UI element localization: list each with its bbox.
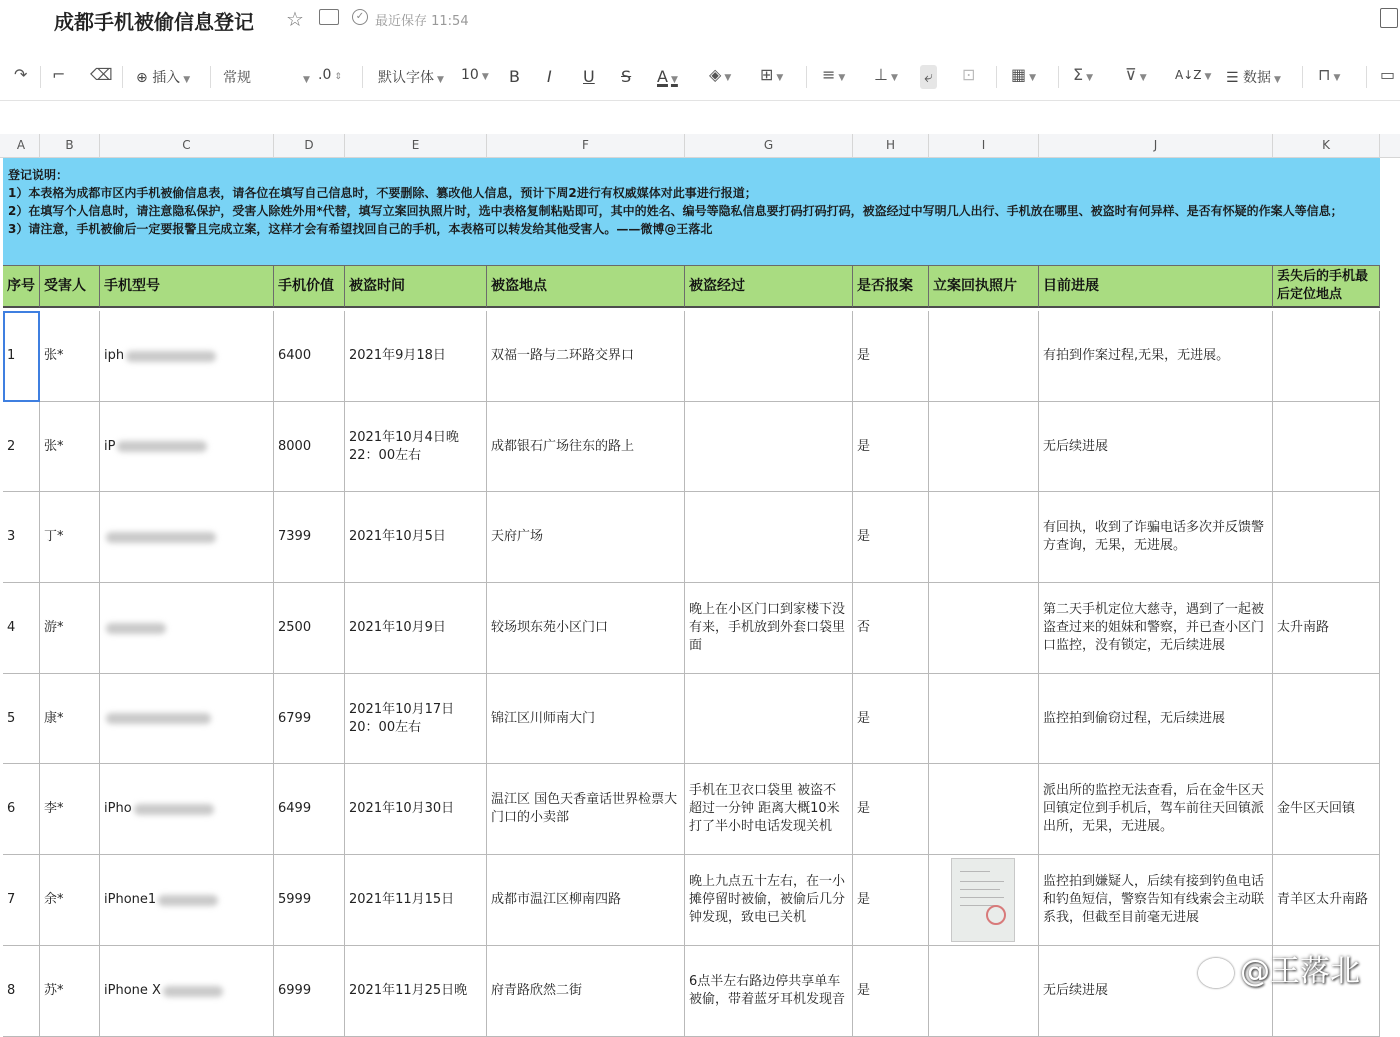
chevron-down-icon: ▼ bbox=[1274, 75, 1281, 85]
cell-progress[interactable]: 有拍到作案过程,无果，无进展。 bbox=[1039, 311, 1273, 402]
notes-line-2: 2）在填写个人信息时，请注意隐私保护，受害人除姓外用*代替，填写立案回执照片时，选中表格复制粘贴即可，其中的姓名、编号等隐私信息要打码打码打码，被盗经过中写明几人出行、手机放在哪里、被盗时有何异样、是否有怀疑的作案人等信息； bbox=[8, 204, 1343, 218]
table-row bbox=[3, 402, 1380, 492]
chevron-down-icon: ▼ bbox=[670, 75, 678, 85]
vertical-align-icon[interactable]: ⊥ ▼ bbox=[874, 65, 898, 84]
redacted-text bbox=[106, 623, 166, 634]
cell-progress[interactable]: 第二天手机定位大慈寺，遇到了一起被盗查过来的姐妹和警察，并已查小区门口监控，没有锁定，无后续进展 bbox=[1039, 583, 1273, 674]
move-to-folder-icon[interactable] bbox=[319, 9, 339, 25]
lock-icon[interactable]: ⊓ ▼ bbox=[1318, 65, 1341, 84]
redacted-text bbox=[134, 804, 214, 815]
cell-no[interactable]: 3 bbox=[3, 492, 40, 583]
cell-name[interactable]: 丁* bbox=[40, 492, 100, 583]
toolbar-divider bbox=[40, 66, 41, 88]
header-cell[interactable]: 被盗地点 bbox=[487, 266, 685, 308]
cell-receipt[interactable] bbox=[929, 946, 1039, 1037]
cell-receipt[interactable] bbox=[929, 674, 1039, 764]
cell-location[interactable]: 金牛区天回镇 bbox=[1273, 764, 1380, 855]
decimal-stepper[interactable]: .0 ⇕ bbox=[318, 67, 342, 83]
cell-name[interactable]: 余* bbox=[40, 855, 100, 946]
chevron-down-icon: ▼ bbox=[437, 75, 444, 85]
redo-icon[interactable]: ↷ bbox=[14, 65, 28, 84]
column-header-a[interactable]: A bbox=[3, 134, 40, 157]
save-status: 最近保存 11:54 bbox=[375, 14, 469, 29]
column-header-e[interactable]: E bbox=[345, 134, 487, 157]
column-header-bar bbox=[0, 134, 1400, 158]
table-row bbox=[3, 946, 1380, 1037]
font-size-select[interactable]: 10 ▼ bbox=[461, 67, 489, 83]
notes-line-1: 1）本表格为成都市区内手机被偷信息表，请各位在填写自己信息时，不要删除、篡改他人信息，预计下周2进行有权威媒体对此事进行报道； bbox=[8, 186, 757, 200]
chevron-down-icon: ▼ bbox=[1086, 73, 1094, 83]
column-header-b[interactable]: B bbox=[40, 134, 100, 157]
chevron-down-icon: ▼ bbox=[1029, 73, 1037, 83]
chevron-down-icon: ▼ bbox=[481, 72, 489, 82]
cell-name[interactable]: 张* bbox=[40, 402, 100, 492]
cell-name[interactable]: 游* bbox=[40, 583, 100, 674]
cell-detail[interactable]: 手机在卫衣口袋里 被盗不超过一分钟 距离大概10米 打了半小时电话发现关机 bbox=[685, 764, 853, 855]
star-icon[interactable]: ☆ bbox=[286, 7, 304, 31]
bold-button[interactable]: B bbox=[509, 67, 520, 86]
formula-bar[interactable] bbox=[0, 101, 1400, 135]
cell-detail[interactable] bbox=[685, 492, 853, 583]
cell-location[interactable] bbox=[1273, 674, 1380, 764]
table-row bbox=[3, 674, 1380, 764]
horizontal-align-icon[interactable]: ≡ ▼ bbox=[822, 65, 846, 84]
table-row bbox=[3, 855, 1380, 946]
cell-no[interactable]: 8 bbox=[3, 946, 40, 1037]
cell-report[interactable]: 是 bbox=[853, 674, 929, 764]
cell-receipt[interactable] bbox=[929, 764, 1039, 855]
chevron-down-icon: ▼ bbox=[890, 73, 898, 83]
cell-receipt[interactable] bbox=[929, 402, 1039, 492]
cell-place[interactable]: 温江区 国色天香童话世界检票大门口的小卖部 bbox=[487, 764, 685, 855]
cell-receipt[interactable] bbox=[929, 855, 1039, 946]
cell-name[interactable]: 苏* bbox=[40, 946, 100, 1037]
toolbar-divider bbox=[210, 66, 211, 88]
cell-time[interactable]: 2021年10月5日 bbox=[345, 492, 487, 583]
cell-report[interactable]: 是 bbox=[853, 764, 929, 855]
header-cell[interactable]: 是否报案 bbox=[853, 266, 929, 308]
toolbar-divider bbox=[1302, 66, 1303, 88]
sidebar-toggle-icon[interactable]: ▭ bbox=[1380, 65, 1396, 84]
header-cell[interactable]: 受害人 bbox=[40, 266, 100, 308]
toolbar-divider bbox=[806, 66, 807, 88]
font-family-select[interactable]: 默认字体 ▼ bbox=[378, 70, 444, 86]
cell-name[interactable]: 康* bbox=[40, 674, 100, 764]
merge-cells-icon[interactable]: ⊡ bbox=[962, 65, 976, 84]
share-icon[interactable] bbox=[1380, 8, 1398, 28]
toolbar-divider bbox=[362, 66, 363, 88]
cell-value[interactable]: 6799 bbox=[274, 674, 345, 764]
cell-no[interactable]: 4 bbox=[3, 583, 40, 674]
cell-model[interactable] bbox=[100, 583, 274, 674]
filter-icon[interactable]: ⊽ ▼ bbox=[1125, 65, 1147, 84]
cell-receipt[interactable] bbox=[929, 492, 1039, 583]
column-header-c[interactable]: C bbox=[100, 134, 274, 157]
header-cell[interactable]: 序号 bbox=[3, 266, 40, 308]
cell-report[interactable]: 是 bbox=[853, 855, 929, 946]
cell-value[interactable]: 8000 bbox=[274, 402, 345, 492]
redacted-text bbox=[106, 532, 216, 543]
column-header-g[interactable]: G bbox=[685, 134, 853, 157]
document-title[interactable]: 成都手机被偷信息登记 bbox=[54, 10, 254, 34]
cell-detail[interactable] bbox=[685, 402, 853, 492]
table-row bbox=[3, 492, 1380, 583]
chevron-down-icon: ▼ bbox=[183, 75, 191, 85]
cell-time[interactable]: 2021年10月17日20：00左右 bbox=[345, 674, 487, 764]
header-cell[interactable]: 丢失后的手机最后定位地点 bbox=[1273, 266, 1380, 308]
cell-place[interactable]: 锦江区川师南大门 bbox=[487, 674, 685, 764]
cell-model[interactable]: iPho bbox=[100, 764, 274, 855]
chevron-down-icon: ▼ bbox=[776, 73, 784, 83]
cell-value[interactable]: 6999 bbox=[274, 946, 345, 1037]
borders-icon[interactable]: ⊞ ▼ bbox=[760, 65, 784, 84]
number-format-select[interactable]: 常规 ▼ bbox=[223, 70, 310, 86]
toolbar-divider bbox=[996, 66, 997, 88]
cell-name[interactable]: 张* bbox=[40, 311, 100, 402]
weibo-watermark: @王落北 bbox=[1198, 946, 1360, 990]
column-header-j[interactable]: J bbox=[1039, 134, 1273, 157]
redacted-text bbox=[117, 441, 207, 452]
redacted-text bbox=[158, 895, 218, 906]
cell-place[interactable]: 成都市温江区柳南四路 bbox=[487, 855, 685, 946]
sum-button[interactable]: Σ ▼ bbox=[1073, 65, 1094, 84]
cell-detail[interactable] bbox=[685, 674, 853, 764]
header-cell[interactable]: 手机价值 bbox=[274, 266, 345, 308]
cell-receipt[interactable] bbox=[929, 583, 1039, 674]
font-color-button[interactable]: A ▼ bbox=[657, 67, 678, 86]
data-icon: ☰ bbox=[1226, 70, 1239, 86]
chevron-down-icon: ▼ bbox=[1204, 72, 1212, 82]
receipt-photo[interactable] bbox=[951, 858, 1015, 942]
column-header-d[interactable]: D bbox=[274, 134, 345, 157]
cell-progress[interactable]: 无后续进展 bbox=[1039, 402, 1273, 492]
cell-model[interactable]: iPhone X bbox=[100, 946, 274, 1037]
table-row bbox=[3, 311, 1380, 402]
eraser-icon[interactable]: ⌫ bbox=[90, 65, 113, 84]
chevron-down-icon: ▼ bbox=[303, 75, 310, 85]
underline-button[interactable]: U bbox=[583, 67, 595, 86]
sort-button[interactable]: A↓Z ▼ bbox=[1175, 68, 1212, 82]
cell-location[interactable] bbox=[1273, 311, 1380, 402]
conditional-format-icon[interactable]: ▦ ▼ bbox=[1011, 65, 1037, 84]
fill-color-icon[interactable]: ◈ ▼ bbox=[709, 65, 732, 84]
column-header-i[interactable]: I bbox=[929, 134, 1039, 157]
cell-model[interactable] bbox=[100, 492, 274, 583]
header-cell[interactable]: 立案回执照片 bbox=[929, 266, 1039, 308]
cell-no[interactable]: 6 bbox=[3, 764, 40, 855]
cell-time[interactable]: 2021年10月9日 bbox=[345, 583, 487, 674]
cell-value[interactable]: 6400 bbox=[274, 311, 345, 402]
cell-progress[interactable]: 派出所的监控无法查看，后在金牛区天回镇定位到手机后，驾车前往天回镇派出所，无果，无进展。 bbox=[1039, 764, 1273, 855]
cell-time[interactable]: 2021年11月25日晚 bbox=[345, 946, 487, 1037]
cell-value[interactable]: 5999 bbox=[274, 855, 345, 946]
cell-report[interactable]: 是 bbox=[853, 311, 929, 402]
cell-location[interactable] bbox=[1273, 492, 1380, 583]
cell-progress[interactable]: 有回执，收到了诈骗电话多次并反馈警方查询，无果，无进展。 bbox=[1039, 492, 1273, 583]
cell-location[interactable] bbox=[1273, 402, 1380, 492]
insert-button[interactable]: ⊕ 插入 ▼ bbox=[136, 70, 191, 86]
toolbar-divider bbox=[122, 66, 123, 88]
cell-model[interactable]: iP bbox=[100, 402, 274, 492]
registration-notes[interactable] bbox=[3, 158, 1380, 266]
cell-report[interactable]: 是 bbox=[853, 492, 929, 583]
cell-model[interactable]: iph bbox=[100, 311, 274, 402]
cell-time[interactable]: 2021年9月18日 bbox=[345, 311, 487, 402]
cell-report[interactable]: 是 bbox=[853, 402, 929, 492]
cell-name[interactable]: 李* bbox=[40, 764, 100, 855]
format-painter-icon[interactable]: ⌐ bbox=[52, 65, 66, 84]
column-header-k[interactable]: K bbox=[1273, 134, 1380, 157]
toolbar-divider bbox=[1058, 66, 1059, 88]
cell-place[interactable]: 府青路欣然二街 bbox=[487, 946, 685, 1037]
column-header-f[interactable]: F bbox=[487, 134, 685, 157]
cell-place[interactable]: 天府广场 bbox=[487, 492, 685, 583]
cell-time[interactable]: 2021年10月30日 bbox=[345, 764, 487, 855]
table-row bbox=[3, 583, 1380, 674]
cell-no[interactable]: 7 bbox=[3, 855, 40, 946]
strikethrough-button[interactable]: S bbox=[621, 67, 632, 86]
notes-title: 登记说明： bbox=[8, 168, 69, 182]
cell-progress[interactable]: 监控拍到嫌疑人，后续有接到钓鱼电话和钓鱼短信，警察告知有线索会主动联系我，但截至目前毫无进展 bbox=[1039, 855, 1273, 946]
title-bar bbox=[0, 0, 1400, 44]
plus-icon: ⊕ bbox=[136, 70, 148, 86]
toolbar-divider bbox=[1366, 66, 1367, 88]
data-menu-button[interactable]: ☰ 数据 ▼ bbox=[1226, 70, 1281, 86]
cell-time[interactable]: 2021年10月4日晚22：00左右 bbox=[345, 402, 487, 492]
cell-value[interactable]: 6499 bbox=[274, 764, 345, 855]
table-row bbox=[3, 764, 1380, 855]
cell-no[interactable]: 2 bbox=[3, 402, 40, 492]
chevron-down-icon: ▼ bbox=[1333, 73, 1341, 83]
toolbar bbox=[0, 50, 1400, 101]
chevron-down-icon: ▼ bbox=[1139, 73, 1147, 83]
cell-receipt[interactable] bbox=[929, 311, 1039, 402]
cell-detail[interactable] bbox=[685, 311, 853, 402]
cell-report[interactable]: 是 bbox=[853, 946, 929, 1037]
cell-no[interactable]: 5 bbox=[3, 674, 40, 764]
cell-detail[interactable]: 晚上在小区门口到家楼下没有来，手机放到外套口袋里面 bbox=[685, 583, 853, 674]
cell-place[interactable]: 较场坝东苑小区门口 bbox=[487, 583, 685, 674]
header-cell[interactable]: 手机型号 bbox=[100, 266, 274, 308]
cell-place[interactable]: 成都银石广场往东的路上 bbox=[487, 402, 685, 492]
cell-model[interactable] bbox=[100, 674, 274, 764]
header-cell[interactable]: 被盗时间 bbox=[345, 266, 487, 308]
weibo-logo-icon bbox=[1198, 958, 1234, 988]
cell-no[interactable]: 1 bbox=[3, 311, 40, 402]
redacted-text bbox=[126, 351, 216, 362]
cell-detail[interactable]: 6点半左右路边停共享单车被偷，带着蓝牙耳机发现音 bbox=[685, 946, 853, 1037]
redacted-text bbox=[163, 986, 223, 997]
wrap-text-icon[interactable]: ⤶ bbox=[920, 65, 937, 89]
cell-progress[interactable]: 监控拍到偷窃过程，无后续进展 bbox=[1039, 674, 1273, 764]
stepper-icon: ⇕ bbox=[334, 72, 342, 82]
redacted-text bbox=[106, 713, 211, 724]
cell-progress[interactable]: 无后续进展 bbox=[1039, 946, 1273, 1037]
column-header-h[interactable]: H bbox=[853, 134, 929, 157]
header-cell[interactable]: 被盗经过 bbox=[685, 266, 853, 308]
cell-model[interactable]: iPhone1 bbox=[100, 855, 274, 946]
cell-value[interactable]: 2500 bbox=[274, 583, 345, 674]
notes-line-3: 3）请注意，手机被偷后一定要报警且完成立案，这样才会有希望找回自己的手机，本表格可以转发给其他受害人。——微博@王落北 bbox=[8, 222, 713, 236]
cell-place[interactable]: 双福一路与二环路交界口 bbox=[487, 311, 685, 402]
cell-location[interactable]: 太升南路 bbox=[1273, 583, 1380, 674]
cell-report[interactable]: 否 bbox=[853, 583, 929, 674]
header-cell[interactable]: 目前进展 bbox=[1039, 266, 1273, 308]
cell-value[interactable]: 7399 bbox=[274, 492, 345, 583]
cell-time[interactable]: 2021年11月15日 bbox=[345, 855, 487, 946]
italic-button[interactable]: I bbox=[547, 67, 552, 86]
cell-location[interactable]: 青羊区太升南路 bbox=[1273, 855, 1380, 946]
saved-check-icon: ✓ bbox=[352, 9, 368, 25]
chevron-down-icon: ▼ bbox=[838, 73, 846, 83]
cell-detail[interactable]: 晚上九点五十左右，在一小摊停留时被偷，被偷后几分钟发现，致电已关机 bbox=[685, 855, 853, 946]
chevron-down-icon: ▼ bbox=[724, 73, 732, 83]
